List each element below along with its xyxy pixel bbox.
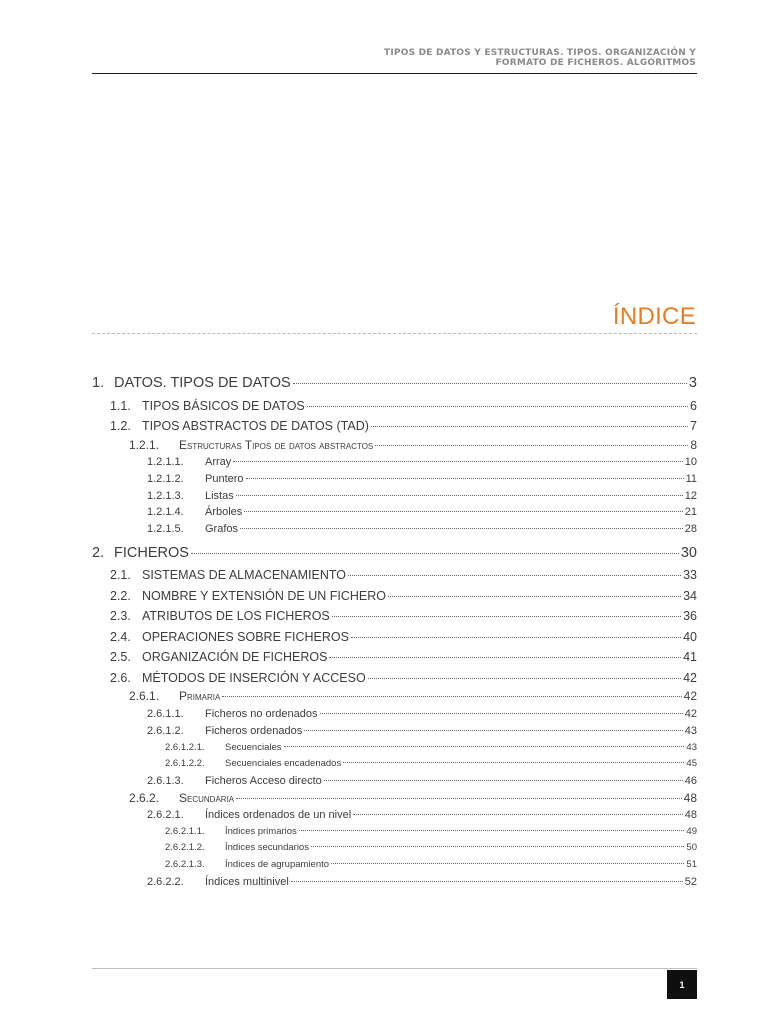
toc-entry[interactable] — [92, 756, 697, 773]
toc-entry-page: 11 — [685, 472, 697, 485]
toc-entry-page: 36 — [683, 609, 697, 624]
toc-entry-page: 3 — [688, 375, 697, 391]
toc-entry-page: 52 — [684, 875, 697, 888]
toc-entry-title: TIPOS ABSTRACTOS DE DATOS (TAD) — [142, 419, 369, 433]
toc-entry[interactable] — [92, 521, 697, 538]
toc-dot-leader — [388, 596, 681, 597]
running-header-line-1: TIPOS DE DATOS Y ESTRUCTURAS. TIPOS. ORGANIZACIÓN Y — [384, 48, 696, 58]
toc-entry-number: 2.6.1.2.2. — [165, 758, 205, 770]
toc-entry-title: Secuenciales — [225, 741, 282, 753]
toc-entry-title: Listas — [205, 489, 234, 502]
toc-entry-page: 41 — [683, 650, 697, 665]
toc-entry-title: Primaria — [179, 689, 221, 704]
toc-entry-title: SISTEMAS DE ALMACENAMIENTO — [142, 568, 346, 583]
toc-entry-number: 1.2.1.2. — [147, 472, 184, 485]
toc-dot-leader — [246, 478, 684, 479]
table-of-contents — [92, 372, 697, 890]
toc-entry-number: 1.2. — [110, 419, 131, 433]
toc-entry-page: 6 — [690, 398, 697, 413]
toc-entry[interactable] — [92, 647, 697, 668]
toc-entry[interactable] — [92, 627, 697, 648]
toc-dot-leader — [244, 511, 682, 512]
toc-entry-title: DATOS. TIPOS DE DATOS — [114, 375, 291, 391]
running-header-line-2: FORMATO DE FICHEROS. ALGORITMOS — [495, 58, 696, 68]
toc-entry[interactable] — [92, 565, 697, 586]
toc-dot-leader — [353, 814, 683, 815]
toc-entry-number: 2.6.2.1.1. — [165, 825, 205, 837]
toc-entry[interactable] — [92, 706, 697, 723]
toc-entry-title: NOMBRE Y EXTENSIÓN DE UN FICHERO — [142, 588, 387, 603]
toc-entry-page: 51 — [686, 859, 697, 871]
toc-entry[interactable] — [92, 874, 697, 891]
toc-entry-number: 2.4. — [110, 629, 131, 644]
toc-entry[interactable] — [92, 807, 697, 824]
toc-entry-number: 2.6.1.2.1. — [165, 741, 205, 753]
toc-entry-page: 43 — [686, 741, 697, 753]
toc-entry[interactable] — [92, 740, 697, 757]
toc-dot-leader — [324, 780, 683, 781]
toc-entry[interactable] — [92, 454, 697, 471]
toc-dot-leader — [368, 678, 681, 679]
toc-dot-leader — [236, 495, 683, 496]
toc-entry-number: 1.2.1.4. — [147, 506, 184, 519]
toc-entry[interactable] — [92, 437, 697, 455]
toc-entry[interactable] — [92, 773, 697, 790]
footer-divider — [92, 968, 697, 969]
toc-entry-title: Índices de agrupamiento — [225, 859, 330, 871]
toc-entry-title: Índices ordenados de un nivel — [205, 809, 352, 822]
toc-entry-page: 40 — [683, 629, 697, 644]
toc-entry-number: 2.6.1. — [129, 689, 160, 704]
toc-dot-leader — [311, 846, 684, 847]
toc-entry[interactable] — [92, 372, 697, 396]
toc-entry[interactable] — [92, 396, 697, 417]
toc-entry-number: 2.6.2.1. — [147, 809, 184, 822]
toc-entry-title: Ficheros Acceso directo — [205, 774, 322, 787]
toc-entry-title: Grafos — [205, 523, 239, 536]
toc-entry-number: 2.6.2.1.3. — [165, 859, 205, 871]
toc-dot-leader — [331, 863, 684, 864]
toc-entry-number: 2.6.1.3. — [147, 774, 184, 787]
toc-entry-page: 42 — [684, 707, 697, 720]
toc-entry-page: 42 — [683, 670, 697, 685]
toc-entry-page: 34 — [683, 588, 697, 603]
toc-entry-title: Secuenciales encadenados — [225, 758, 342, 770]
toc-dot-leader — [236, 798, 682, 799]
toc-entry-page: 12 — [684, 489, 697, 502]
toc-entry-number: 2.5. — [110, 650, 131, 665]
toc-entry-page: 30 — [680, 544, 697, 561]
toc-entry-page: 45 — [686, 758, 697, 770]
toc-entry-title: Índices secundarios — [225, 842, 309, 854]
toc-entry-number: 1.1. — [110, 398, 131, 413]
index-title: ÍNDICE — [612, 303, 696, 330]
toc-entry-title: Índices multinivel — [205, 875, 289, 888]
toc-entry-number: 2.6.1.1. — [147, 707, 184, 720]
toc-entry[interactable] — [92, 471, 697, 488]
toc-dot-leader — [299, 830, 685, 831]
toc-dot-leader — [222, 696, 681, 697]
toc-entry-page: 50 — [686, 842, 697, 854]
toc-entry-number: 2. — [92, 544, 105, 561]
toc-entry-title: Secundaria — [179, 790, 235, 805]
toc-dot-leader — [291, 881, 683, 882]
toc-dot-leader — [293, 383, 687, 384]
toc-entry-number: 2.2. — [110, 588, 131, 603]
toc-dot-leader — [233, 461, 682, 462]
toc-entry-title: OPERACIONES SOBRE FICHEROS — [142, 629, 349, 644]
toc-entry-title: TIPOS BÁSICOS DE DATOS — [142, 398, 305, 413]
toc-dot-leader — [191, 553, 679, 554]
toc-entry-page: 28 — [684, 523, 697, 536]
toc-entry-title: ATRIBUTOS DE LOS FICHEROS — [142, 609, 330, 624]
running-header — [276, 48, 696, 68]
toc-entry[interactable] — [92, 790, 697, 808]
toc-dot-leader — [304, 730, 683, 731]
toc-entry[interactable] — [92, 542, 697, 566]
toc-entry-title: Estructuras Tipos de datos abstractos — [179, 437, 374, 452]
toc-entry-title: MÉTODOS DE INSERCIÓN Y ACCESO — [142, 670, 366, 685]
toc-entry-page: 49 — [686, 825, 697, 837]
toc-entry-number: 1.2.1.1. — [147, 456, 184, 468]
toc-entry[interactable] — [92, 416, 697, 437]
toc-entry-title: Árboles — [205, 506, 243, 519]
toc-dot-leader — [371, 426, 688, 427]
toc-entry-number: 2.1. — [110, 568, 131, 583]
toc-entry-page: 33 — [683, 568, 697, 583]
toc-entry-page: 8 — [690, 437, 697, 452]
toc-entry-page: 46 — [684, 774, 697, 787]
toc-entry-page: 10 — [684, 456, 697, 468]
toc-entry[interactable] — [92, 857, 697, 874]
toc-entry-number: 2.3. — [110, 609, 131, 624]
toc-entry[interactable] — [92, 723, 697, 740]
toc-entry-page: 21 — [684, 506, 697, 519]
toc-entry[interactable] — [92, 688, 697, 706]
toc-dot-leader — [332, 616, 681, 617]
toc-entry-number: 1.2.1.5. — [147, 523, 184, 536]
index-title-divider — [92, 333, 697, 334]
toc-entry-page: 48 — [683, 790, 697, 805]
toc-entry[interactable] — [92, 824, 697, 841]
toc-dot-leader — [320, 713, 683, 714]
toc-entry[interactable] — [92, 606, 697, 627]
toc-entry-number: 2.6.2. — [129, 790, 160, 805]
toc-entry-number: 2.6.1.2. — [147, 724, 184, 737]
toc-entry-page: 42 — [683, 689, 697, 704]
toc-entry-title: Índices primarios — [225, 825, 297, 837]
toc-entry[interactable] — [92, 668, 697, 689]
toc-dot-leader — [375, 445, 688, 446]
toc-entry-number: 1.2.1.3. — [147, 489, 184, 502]
toc-dot-leader — [351, 637, 681, 638]
toc-entry-number: 1. — [92, 375, 105, 391]
toc-entry-title: Puntero — [205, 472, 244, 485]
toc-entry[interactable] — [92, 840, 697, 857]
toc-entry-title: Ficheros ordenados — [205, 724, 303, 737]
toc-entry-title: Array — [205, 456, 232, 468]
toc-dot-leader — [329, 657, 681, 658]
toc-entry-number: 2.6.2.2. — [147, 875, 184, 888]
toc-dot-leader — [307, 406, 688, 407]
page-number: 1 — [667, 970, 697, 999]
header-divider — [92, 73, 697, 74]
toc-entry[interactable] — [92, 504, 697, 521]
toc-entry-number: 1.2.1. — [129, 437, 160, 452]
toc-dot-leader — [343, 762, 684, 763]
toc-entry-number: 2.6.2.1.2. — [165, 842, 205, 854]
toc-dot-leader — [240, 528, 683, 529]
toc-entry[interactable] — [92, 586, 697, 607]
toc-entry-page: 7 — [690, 419, 697, 433]
toc-dot-leader — [284, 746, 685, 747]
toc-entry-title: Ficheros no ordenados — [205, 707, 318, 720]
toc-entry-title: FICHEROS — [114, 544, 189, 561]
toc-entry-title: ORGANIZACIÓN DE FICHEROS — [142, 650, 328, 665]
toc-entry-number: 2.6. — [110, 670, 131, 685]
toc-entry-page: 43 — [684, 724, 697, 737]
toc-entry[interactable] — [92, 488, 697, 505]
toc-dot-leader — [348, 575, 681, 576]
toc-entry-page: 48 — [684, 809, 697, 822]
